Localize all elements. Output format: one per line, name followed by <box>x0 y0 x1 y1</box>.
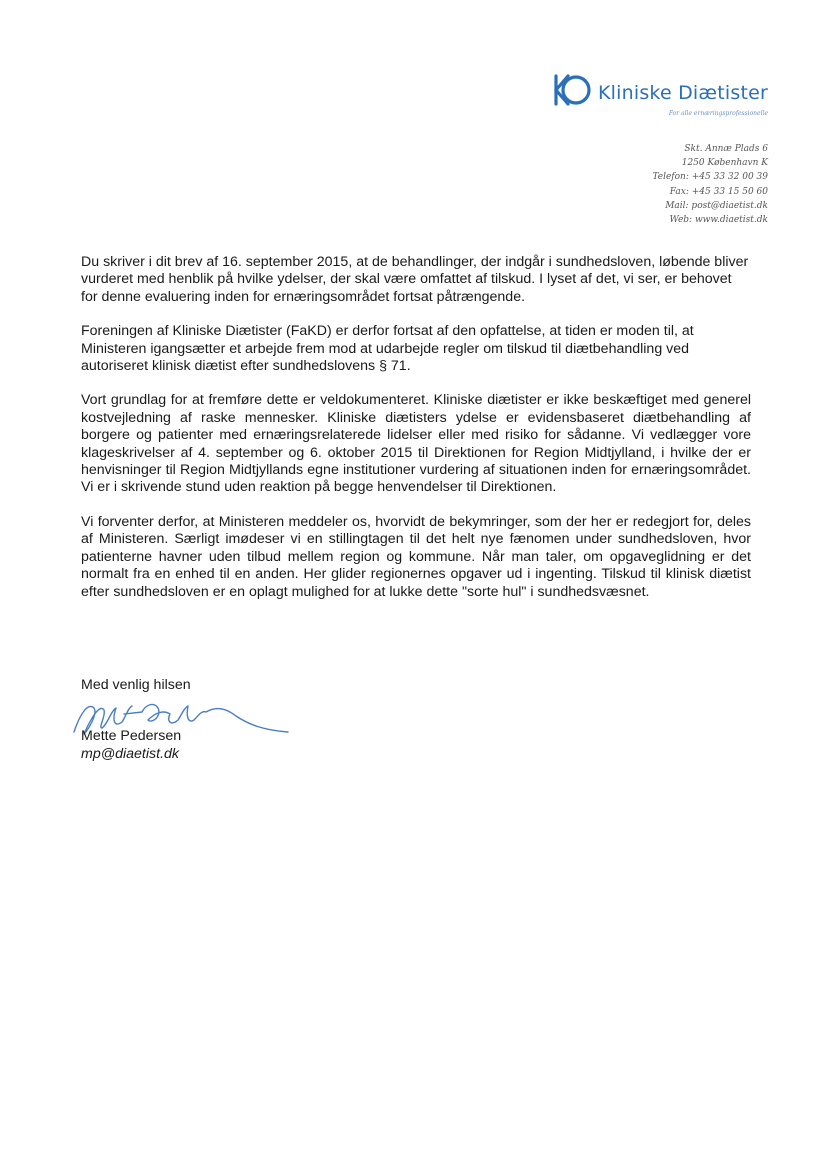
letter-paragraph-4: Vi forventer derfor, at Ministeren meddeler os, hvorvidt de bekymringer, som der her er redegjort for, deles af Ministeren. Særligt imødeser vi en stillingtagen til det helt nye fænomen under sundhedsloven, hvor patienterne havner uden tilbud mellem region og kommune. Når man taler, om opgaveglidning er det normalt fra en enhed til en anden. Her glider regionernes opgaver ud i ingenting. Tilskud til klinisk diætist efter sundhedsloven er en oplagt mulighed for at lukke dette "sorte hul" i sundhedsvæsnet. <box>81 513 751 600</box>
logo-tagline: For alle ernæringsprofessionelle <box>668 110 768 117</box>
signer-name: Mette Pedersen <box>81 728 182 744</box>
contact-block <box>652 142 768 227</box>
contact-city: 1250 København K <box>681 158 768 169</box>
contact-web: Web: www.diaetist.dk <box>669 215 768 226</box>
organization-logo <box>550 72 770 128</box>
letter-closing: Med venlig hilsen <box>81 677 191 693</box>
signer-email: mp@diaetist.dk <box>81 746 179 762</box>
letter-paragraph-1: Du skriver i dit brev af 16. september 2015, at de behandlinger, der indgår i sundhedsloven, løbende bliver vurderet med henblik på hvilke ydelser, der skal være omfattet af tilskud. I lyset af det, vi ser, er behovet for denne evaluering inden for ernæringsområdet fortsat påtrængende. <box>81 254 749 305</box>
contact-street: Skt. Annæ Plads 6 <box>684 144 768 154</box>
contact-fax: Fax: +45 33 15 50 60 <box>669 186 768 197</box>
logo-name: Kliniske Diætister <box>598 82 769 104</box>
letter-body <box>81 254 751 618</box>
letter-paragraph-3: Vort grundlag for at fremføre dette er veldokumenteret. Kliniske diætister er ikke beskæftiget med generel kostvejledning af raske mennesker. Kliniske diætisters ydelse er evidensbaseret diætbehandling af borgere og patienter med ernæringsrelaterede lidelser eller med risiko for sådanne. Vi vedlægger vore klageskrivelser af 4. september og 6. oktober 2015 til Direktionen for Region Midtjylland, i hvilke der er henvisninger til Region Midtjyllands egne institutioner vurdering af situationen inden for ernæringsområdet. Vi er i skrivende stund uden reaktion på begge henvendelser til Direktionen. <box>81 392 751 496</box>
contact-phone: Telefon: +45 33 32 00 39 <box>652 172 768 183</box>
contact-mail: Mail: post@diaetist.dk <box>665 200 768 211</box>
kd-logo-icon <box>550 72 596 108</box>
letter-paragraph-2: Foreningen af Kliniske Diætister (FaKD) er derfor fortsat af den opfattelse, at tiden er moden til, at Ministeren igangsætter et arbejde frem mod at udarbejde regler om tilskud til diætbehandling ved autoriseret klinisk diætist efter sundhedslovens § 71. <box>81 323 694 375</box>
